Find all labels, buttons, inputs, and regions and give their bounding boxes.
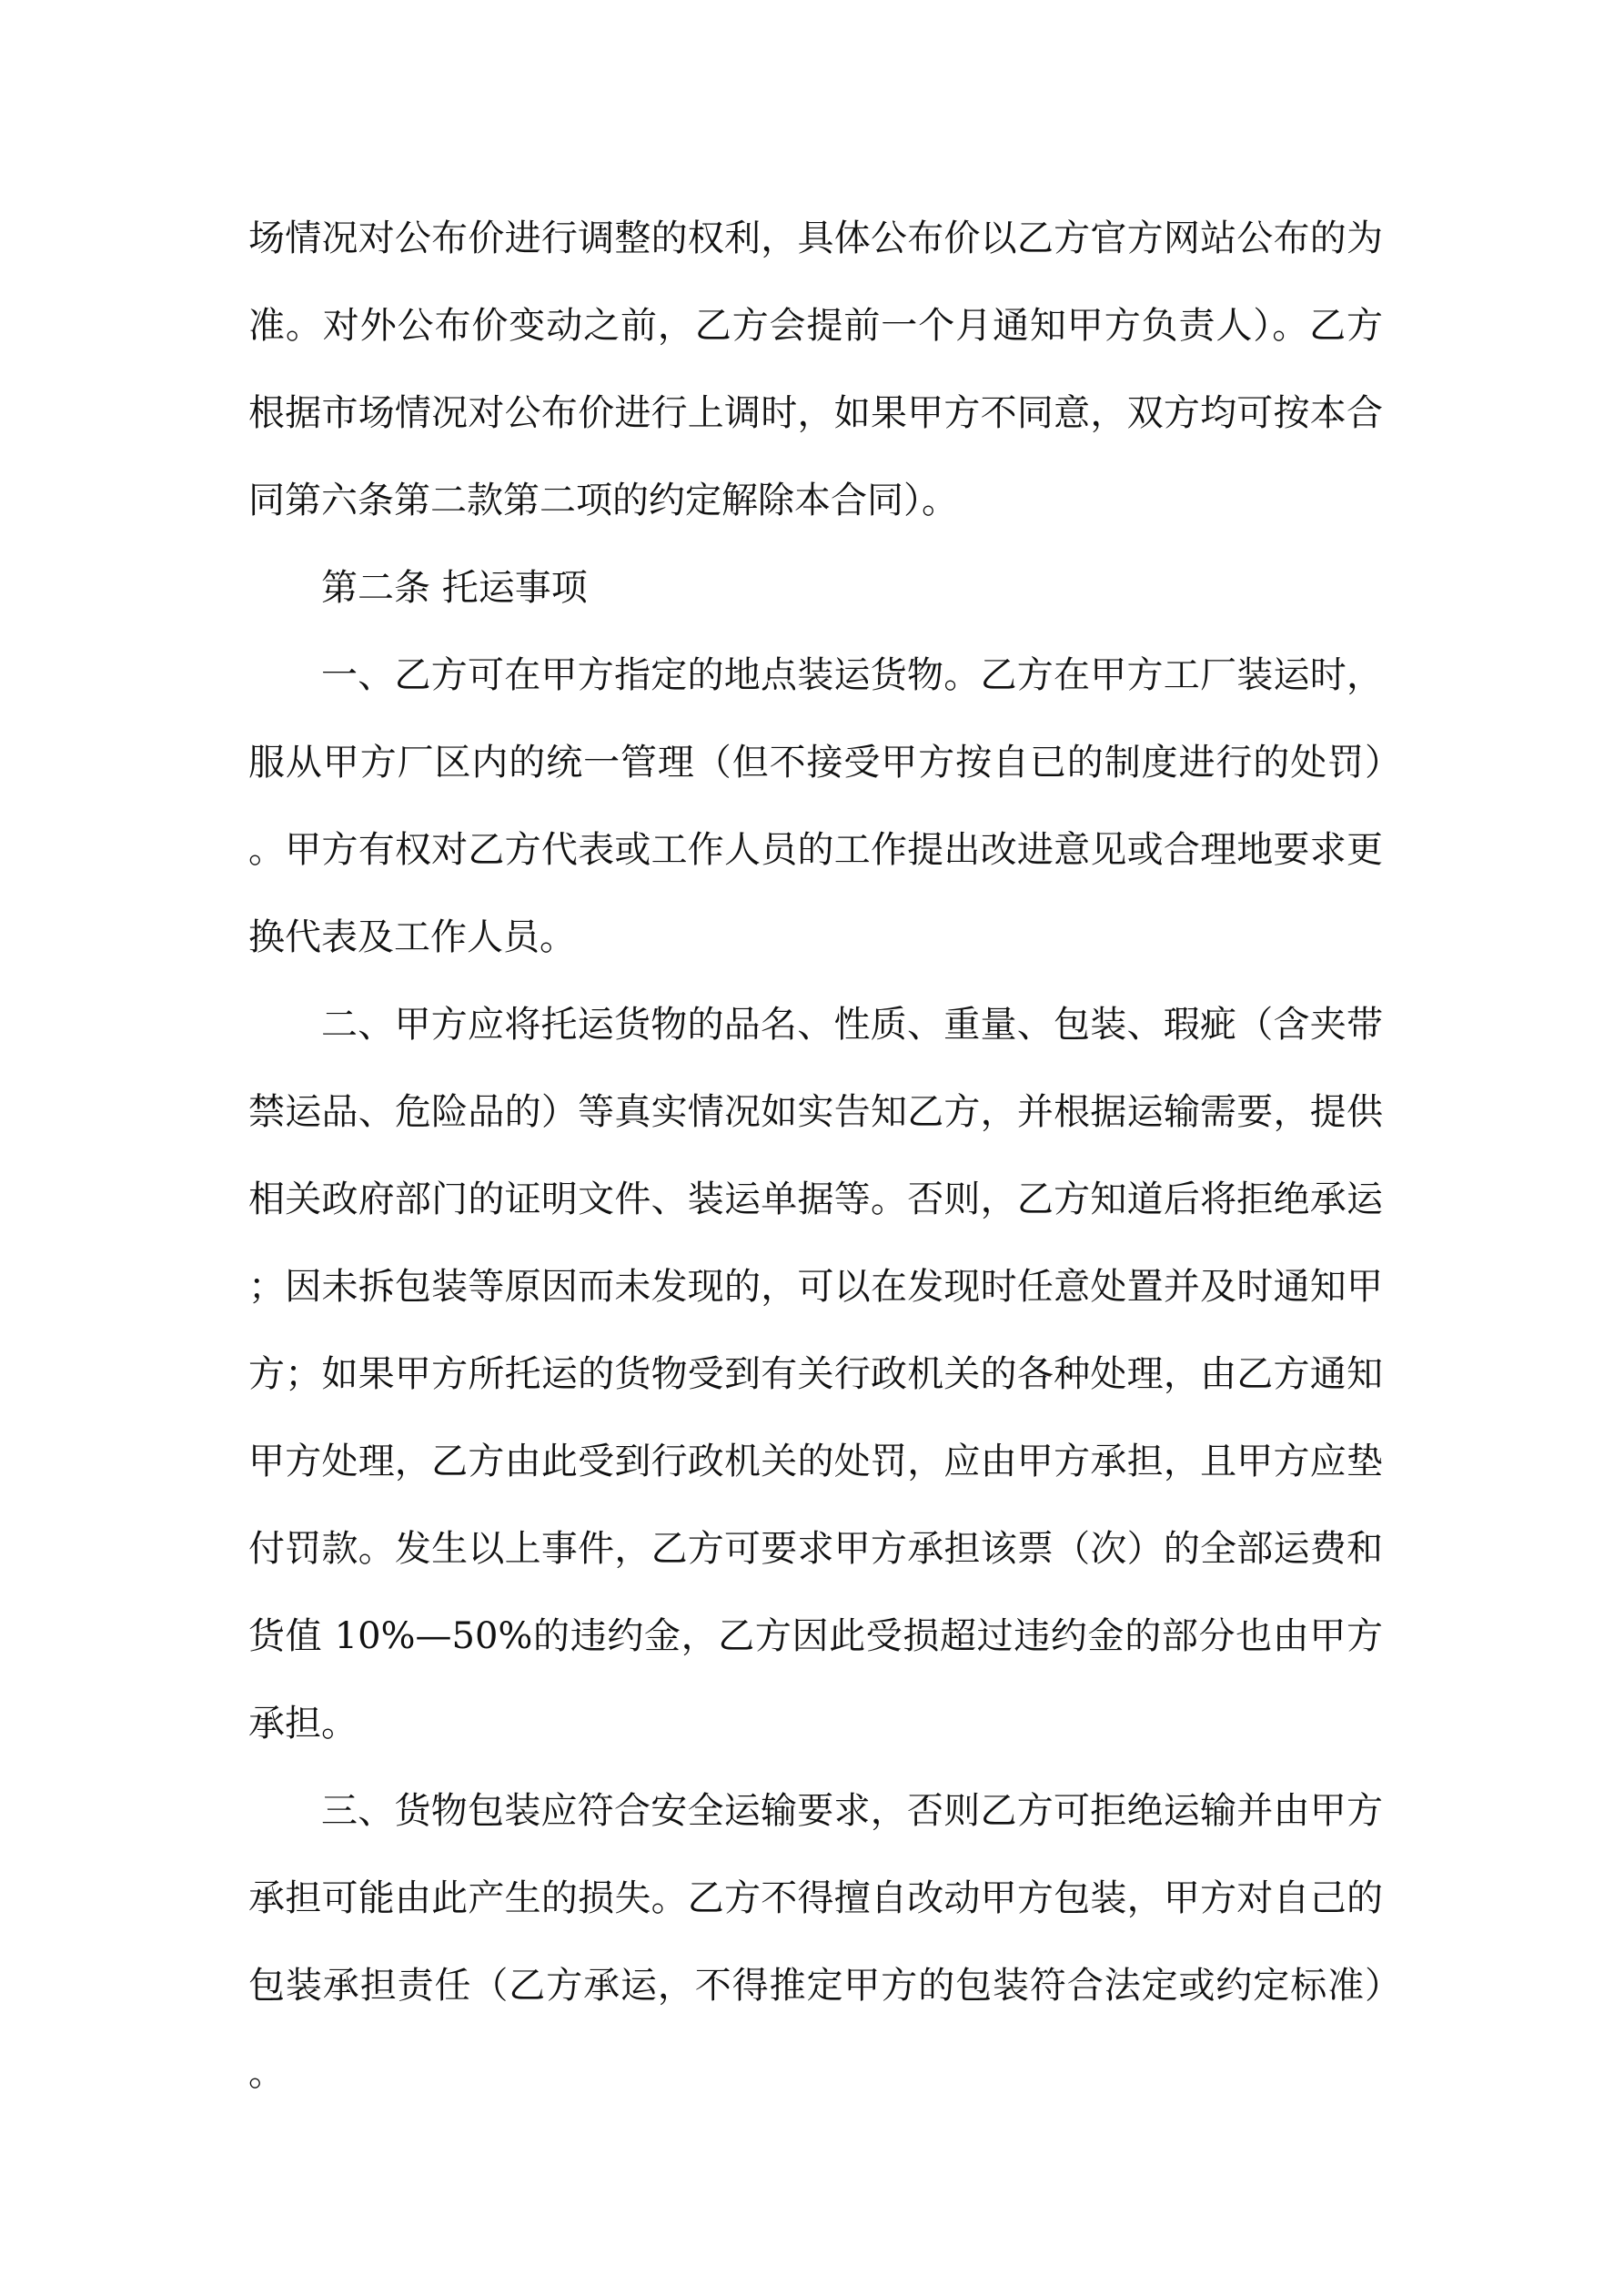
clause-2-paragraph: 二、甲方应将托运货物的品名、性质、重量、包装、瑕疵（含夹带禁运品、危险品的）等真实情况如实告知乙方，并根据运输需要，提供相关政府部门的证明文件、装运单据等。否则，乙方知道后将拒绝承运；因未拆包装等原因而未发现的，可以在发现时任意处置并及时通知甲方；如果甲方所托运的货物受到有关行政机关的各种处理，由乙方通知甲方处理，乙方由此受到行政机关的处罚，应由甲方承担，且甲方应垫付罚款。发生以上事件，乙方可要求甲方承担该票（次）的全部运费和货值 10%—50%的违约金，乙方因此受损超过违约金的部分也由甲方承担。	[248, 1004, 1383, 1745]
document-body	[248, 195, 1383, 2117]
clause-1-paragraph: 一、乙方可在甲方指定的地点装运货物。乙方在甲方工厂装运时，服从甲方厂区内的统一管理（但不接受甲方按自已的制度进行的处罚）。甲方有权对乙方代表或工作人员的工作提出改进意见或合理地要求更换代表及工作人员。	[248, 654, 1383, 958]
clause-3-paragraph: 三、货物包装应符合安全运输要求，否则乙方可拒绝运输并由甲方承担可能由此产生的损失。乙方不得擅自改动甲方包装，甲方对自己的包装承担责任（乙方承运，不得推定甲方的包装符合法定或约定标准）。	[248, 1790, 1383, 2094]
continuation-paragraph: 场情况对公布价进行调整的权利，具体公布价以乙方官方网站公布的为准。对外公布价变动之前，乙方会提前一个月通知甲方负责人）。乙方根据市场情况对公布价进行上调时，如果甲方不同意，双方均可按本合同第六条第二款第二项的约定解除本合同）。	[248, 217, 1383, 521]
article-heading: 第二条 托运事项	[321, 567, 588, 609]
